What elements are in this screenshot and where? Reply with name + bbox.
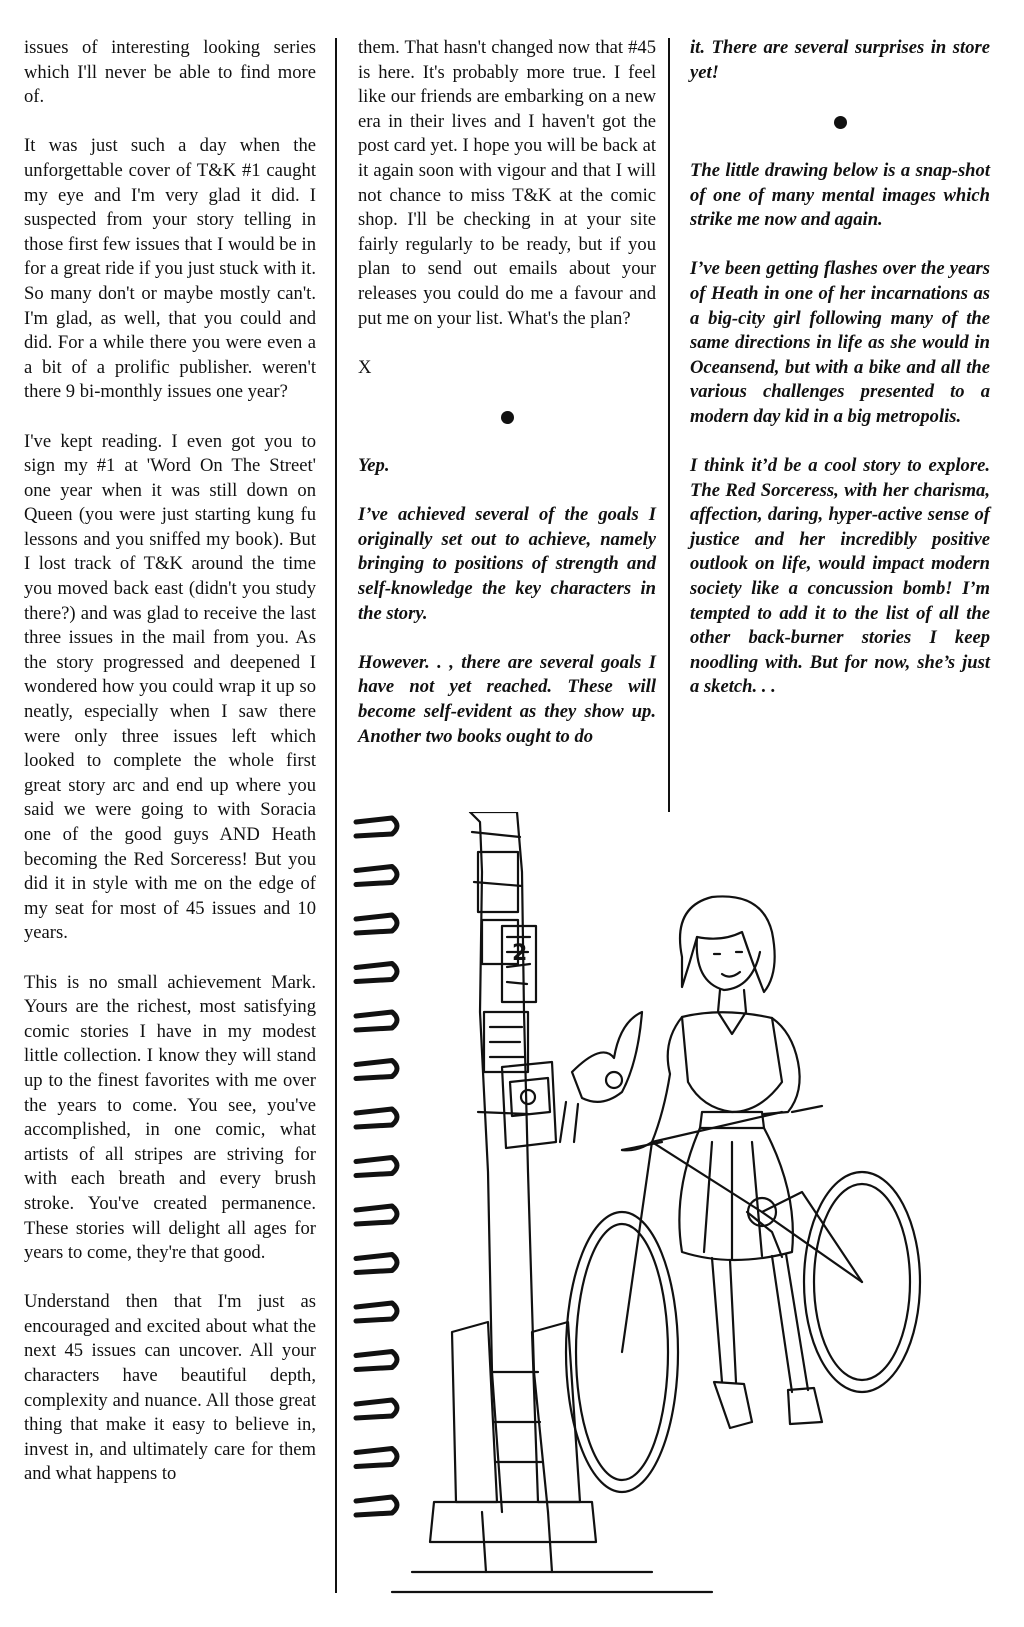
letter-paragraph: It was just such a day when the unforgettable cover of T&K #1 caught my eye and I'm very glad it did. I suspected from your story telling in those first few issues that I would be in for a great ride if you just stuck with it. So many don't or maybe mostly can't. I'm glad, as well, that you could and did. For a while there you were even a a bit of a prolific publisher. weren't there 9 bi-monthly issues one year? [24,135,316,403]
reply-paragraph: However. . , there are several goals I have not yet reached. These will become self-evident as they show up. Another two books ought to do [358,651,656,747]
spiral-ring [356,1255,397,1273]
spiral-ring [356,818,397,836]
column-divider [668,38,670,812]
section-bullet [358,405,656,430]
bicycle [566,1106,920,1492]
letter-paragraph: issues of interesting looking series which I'll never be able to find more of. [24,37,316,108]
spiral-ring [356,1303,397,1321]
letter-paragraph: This is no small achievement Mark. Yours are the richest, most satisfying comic stories I have in my modest little collection. I know they will stand up to the finest favorites with me over the years to come. You see, you've accomplished, in one comic, what artists of all stripes are striving for with each breath and every brush stroke. You've created permanence. These stories will delight all ages for years to come, they're that good. [24,971,316,1264]
spiral-ring [356,1109,397,1127]
spiral-ring [356,1206,397,1224]
spiral-ring [356,1497,397,1515]
poster-sign-text: 2 [512,941,528,966]
letter-column-1 [24,36,316,1487]
sketch-illustration [352,812,1002,1602]
reply-paragraph: I think it’d be a cool story to explore. The Red Sorceress, with her charisma, affection, daring, hyper-active sense of justice and her incredibly positive outlook on life, would impact modern society like a concussion bomb! I’m tempted to add it to the list of all the other back-burner stories I keep noodling with. But for now, she’s just a sketch. . . [690,455,990,698]
spiral-ring [356,1061,397,1079]
spiral-ring [356,867,397,885]
spiral-ring [356,1012,397,1030]
bat-creature [560,1012,642,1142]
letter-paragraph: I've kept reading. I even got you to sign my #1 at 'Word On The Street' one year when it was still down on Queen (you were just starting kung fu lessons and you sniffed my book). But I lost track of T&K around the time you moved back east (didn't you study there?) and was glad to receive the last three issues in the mail from you. As the story progressed and deepened I wondered how you could wrap it up so neatly, especially when I saw there were only three issues left which looked to complete the whole first great story arc and end up where you said we were going to with Soracia one of the good guys AND Heath becoming the Red Sorceress! But you did it in style with me on the edge of my seat for most of 45 issues and 10 years. [24,430,316,944]
bullet-dot-icon [834,116,847,129]
spiral-ring [356,1352,397,1370]
spiral-ring [356,1158,397,1176]
girl-figure [622,896,822,1428]
letter-signoff: X [358,356,372,378]
column-divider [335,38,337,1593]
reply-paragraph: it. There are several surprises in store yet! [690,37,990,83]
spiral-binding-icon [356,818,397,1515]
spiral-ring [356,1400,397,1418]
spiral-ring [356,1449,397,1467]
spiral-ring [356,915,397,933]
spiral-ring [356,964,397,982]
bullet-dot-icon [501,411,514,424]
reply-paragraph: I’ve been getting flashes over the years of Heath in one of her incarnations as a big-city girl following many of the same directions in life as she would in Oceansend, but with a bike and all the various challenges presented to a modern day kid in a big metropolis. [690,258,990,427]
reply-paragraph: The little drawing below is a snap-shot of one of many mental images which strike me now and again. [690,159,990,231]
reply-paragraph: Yep. [358,455,390,477]
letter-paragraph: them. That hasn't changed now that #45 is here. It's probably more true. I feel like our friends are embarking on a new era in their lives and I haven't got the post card yet. I hope you will be back at it again soon with vigour and that I will not chance to miss T&K at the comic shop. I'll be checking in at your site fairly regularly to be ready, but if you plan to send out emails about your releases you could do me a favour and put me on your list. What's the plan? [358,37,656,329]
section-bullet [690,110,990,135]
utility-pole [392,812,712,1592]
reply-paragraph: I’ve achieved several of the goals I originally set out to achieve, namely bringing to positions of strength and self-knowledge the key characters in the story. [358,504,656,624]
letter-column-2 [358,36,656,749]
reply-column-3 [690,36,990,700]
letter-paragraph: Understand then that I'm just as encouraged and excited about what the next 45 issues can uncover. All your characters have beautiful depth, complexity and nuance. All those great thing that make it easy to believe in, invest in, and ultimately care for them and what happens to [24,1291,316,1485]
